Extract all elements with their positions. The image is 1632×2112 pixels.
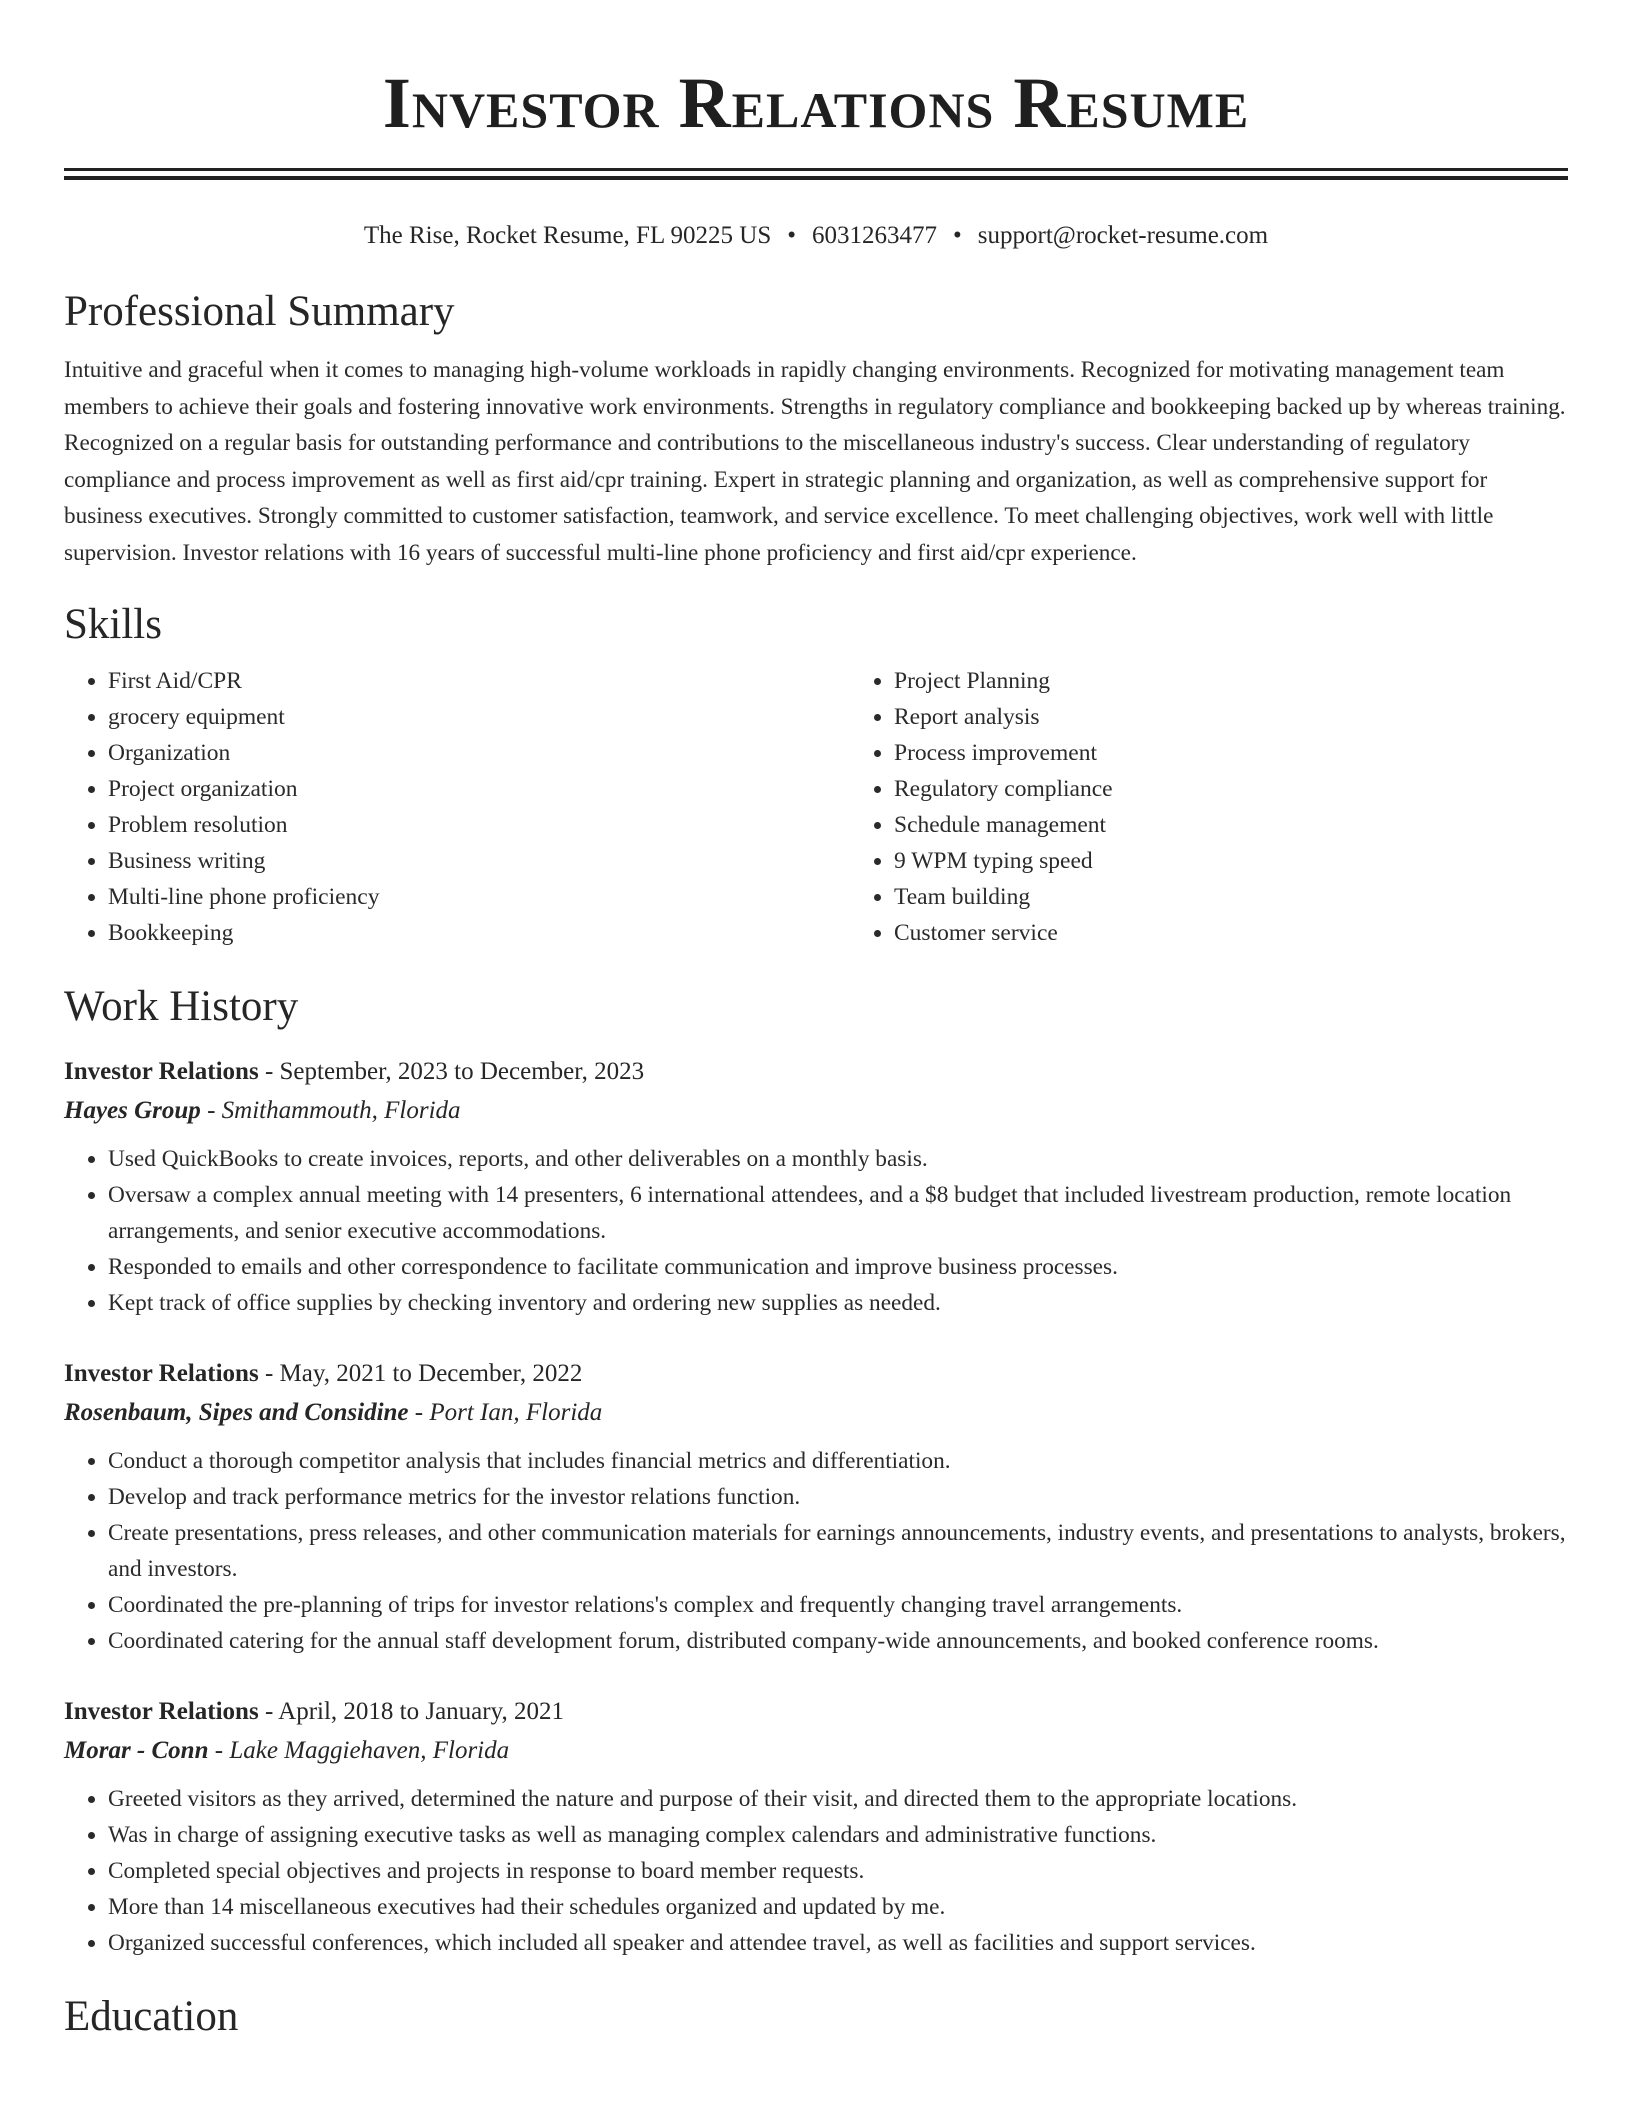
job-company-line xyxy=(64,1091,1568,1131)
job-bullet: • Completed special objectives and projects in response to board member requests. xyxy=(108,1853,1568,1889)
contact-separator: • xyxy=(953,222,962,249)
skills-list-right xyxy=(850,663,1113,951)
skill-item: • Schedule management xyxy=(894,807,1113,843)
job-title-line xyxy=(64,1693,1568,1731)
job-company: Morar - Conn xyxy=(64,1737,209,1764)
contact-line xyxy=(64,220,1568,252)
job-bullets xyxy=(64,1141,1568,1321)
job-bullet: • Develop and track performance metrics for the investor relations function. xyxy=(108,1479,1568,1515)
skill-item: • Business writing xyxy=(108,843,850,879)
job-bullet: • Kept track of office supplies by checking inventory and ordering new supplies as needed. xyxy=(108,1285,1568,1321)
job-title-line xyxy=(64,1053,1568,1091)
skill-item: • Bookkeeping xyxy=(108,915,850,951)
job-dates: - May, 2021 to December, 2022 xyxy=(258,1360,583,1387)
job-bullet: • Create presentations, press releases, and other communication materials for earnings announcements, industry events, and presentations to analysts, brokers, and investors. xyxy=(108,1515,1568,1587)
skill-item: • Regulatory compliance xyxy=(894,771,1113,807)
job-entry xyxy=(64,1053,1568,1321)
title-double-rule xyxy=(64,168,1568,180)
job-location: - Port Ian, Florida xyxy=(408,1399,603,1426)
job-bullet: • Used QuickBooks to create invoices, reports, and other deliverables on a monthly basis. xyxy=(108,1141,1568,1177)
job-bullets xyxy=(64,1781,1568,1961)
rule-line-bottom xyxy=(64,176,1568,180)
job-company: Rosenbaum, Sipes and Considine xyxy=(64,1399,409,1426)
skill-item: • Multi-line phone proficiency xyxy=(108,879,850,915)
skills-heading: Skills xyxy=(64,601,162,648)
job-location: - Smithammouth, Florida xyxy=(200,1097,461,1124)
contact-address: The Rise, Rocket Resume, FL 90225 US xyxy=(363,222,772,249)
job-title: Investor Relations xyxy=(64,1698,259,1725)
skill-item: • First Aid/CPR xyxy=(108,663,850,699)
skill-item: • Project Planning xyxy=(894,663,1113,699)
job-bullets xyxy=(64,1443,1568,1659)
job-bullet: • Was in charge of assigning executive tasks as well as managing complex calendars and administrative functions. xyxy=(108,1817,1568,1853)
job-title: Investor Relations xyxy=(64,1058,259,1085)
job-bullet: • Oversaw a complex annual meeting with 14 presenters, 6 international attendees, and a $8 budget that included livestream production, remote location arrangements, and senior executive accommodations. xyxy=(108,1177,1568,1249)
contact-phone: 6031263477 xyxy=(812,222,938,249)
job-dates: - April, 2018 to January, 2021 xyxy=(258,1698,564,1725)
skill-item: • 9 WPM typing speed xyxy=(894,843,1113,879)
job-entry xyxy=(64,1355,1568,1659)
summary-heading: Professional Summary xyxy=(64,288,455,335)
job-bullet: • Greeted visitors as they arrived, determined the nature and purpose of their visit, and directed them to the appropriate locations. xyxy=(108,1781,1568,1817)
education-heading: Education xyxy=(64,1993,239,2040)
skill-item: • Organization xyxy=(108,735,850,771)
job-dates: - September, 2023 to December, 2023 xyxy=(258,1058,645,1085)
job-bullet: • Coordinated the pre-planning of trips for investor relations's complex and frequently changing travel arrangements. xyxy=(108,1587,1568,1623)
job-title-line xyxy=(64,1355,1568,1393)
skill-item: • Project organization xyxy=(108,771,850,807)
skill-item: • Process improvement xyxy=(894,735,1113,771)
job-entry xyxy=(64,1693,1568,1961)
skill-item: • Problem resolution xyxy=(108,807,850,843)
skill-item: • Customer service xyxy=(894,915,1113,951)
contact-email: support@rocket-resume.com xyxy=(977,222,1269,249)
work-history-heading: Work History xyxy=(64,983,299,1030)
job-bullet: • Responded to emails and other correspondence to facilitate communication and improve business processes. xyxy=(108,1249,1568,1285)
job-company-line xyxy=(64,1731,1568,1771)
rule-line-top xyxy=(64,168,1568,171)
job-bullet: • Conduct a thorough competitor analysis that includes financial metrics and differentiation. xyxy=(108,1443,1568,1479)
skills-list-left xyxy=(64,663,850,951)
job-bullet: • Coordinated catering for the annual staff development forum, distributed company-wide announcements, and booked conference rooms. xyxy=(108,1623,1568,1659)
job-location: - Lake Maggiehaven, Florida xyxy=(208,1737,510,1764)
summary-text: Intuitive and graceful when it comes to managing high-volume workloads in rapidly changing environments. Recognized for motivating management team members to achieve their goals and fostering innovative work environments. Strengths in regulatory compliance and bookkeeping backed up by whereas training. Recognized on a regular basis for outstanding performance and contributions to the miscellaneous industry's success. Clear understanding of regulatory compliance and process improvement as well as first aid/cpr training. Expert in strategic planning and organization, as well as comprehensive support for business executives. Strongly committed to customer satisfaction, teamwork, and service excellence. To meet challenging objectives, work well with little supervision. Investor relations with 16 years of successful multi-line phone proficiency and first aid/cpr experience. xyxy=(64,357,1566,566)
job-bullet: • More than 14 miscellaneous executives had their schedules organized and updated by me. xyxy=(108,1889,1568,1925)
job-company: Hayes Group xyxy=(64,1097,201,1124)
job-company-line xyxy=(64,1393,1568,1433)
job-bullet: • Organized successful conferences, which included all speaker and attendee travel, as well as facilities and support services. xyxy=(108,1925,1568,1961)
resume-title: Investor Relations Resume xyxy=(382,63,1250,143)
contact-separator: • xyxy=(787,222,797,249)
job-title: Investor Relations xyxy=(64,1360,259,1387)
skill-item: • Report analysis xyxy=(894,699,1113,735)
skill-item: • Team building xyxy=(894,879,1113,915)
skill-item: • grocery equipment xyxy=(108,699,850,735)
skills-columns xyxy=(64,663,1568,951)
